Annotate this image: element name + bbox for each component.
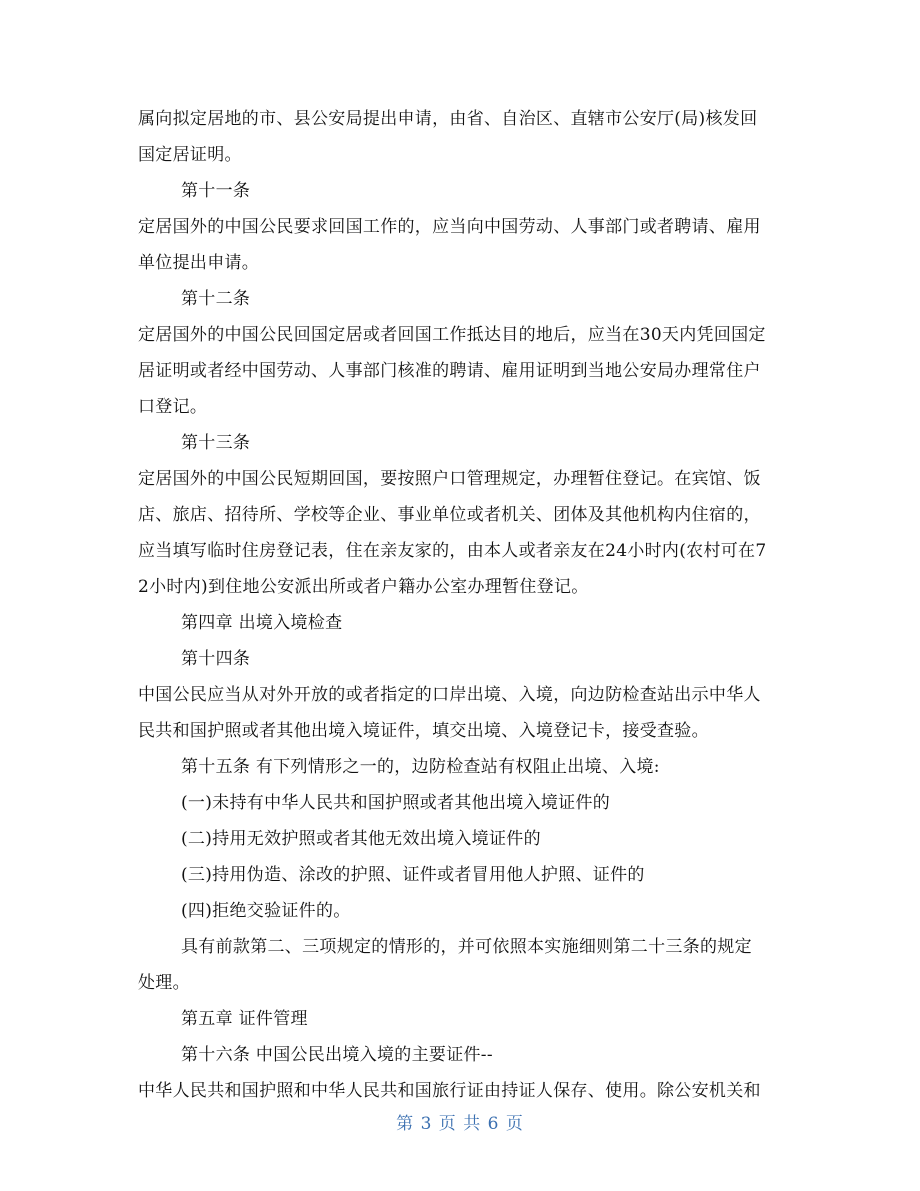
text-line: 口登记。	[138, 397, 208, 417]
text-line: 属向拟定居地的市、县公安局提出申请，由省、自治区、直辖市公安厅(局)核发回	[138, 109, 758, 129]
article-heading: 第十一条	[181, 181, 251, 201]
text-line: 应当填写临时住房登记表，住在亲友家的，由本人或者亲友在24小时内(农村可在7	[138, 541, 767, 561]
text-line: 定居国外的中国公民要求回国工作的，应当向中国劳动、人事部门或者聘请、雇用	[138, 217, 761, 237]
text-line: 国定居证明。	[138, 145, 242, 165]
text-line: 具有前款第二、三项规定的情形的，并可依照本实施细则第二十三条的规定	[181, 937, 752, 957]
text-line: 中华人民共和国护照和中华人民共和国旅行证由持证人保存、使用。除公安机关和	[138, 1081, 761, 1101]
list-item: (四)拒绝交验证件的。	[181, 901, 351, 921]
text-line: 单位提出申请。	[138, 253, 260, 273]
article-heading: 第十二条	[181, 289, 251, 309]
text-line: 2小时内)到住地公安派出所或者户籍办公室办理暂住登记。	[138, 577, 589, 597]
text-line: 民共和国护照或者其他出境入境证件，填交出境、入境登记卡，接受查验。	[138, 721, 709, 741]
text-line: 定居国外的中国公民短期回国，要按照户口管理规定，办理暂住登记。在宾馆、饭	[138, 469, 761, 489]
text-line: 定居国外的中国公民回国定居或者回国工作抵达目的地后，应当在30天内凭回国定	[138, 325, 766, 345]
text-line: 店、旅店、招待所、学校等企业、事业单位或者机关、团体及其他机构内住宿的，	[138, 505, 761, 525]
list-item: (三)持用伪造、涂改的护照、证件或者冒用他人护照、证件的	[181, 865, 645, 885]
text-line: 中国公民应当从对外开放的或者指定的口岸出境、入境，向边防检查站出示中华人	[138, 685, 761, 705]
article-heading: 第十四条	[181, 649, 251, 669]
article-heading: 第十三条	[181, 433, 251, 453]
chapter-heading: 第五章 证件管理	[181, 1009, 308, 1029]
list-item: (一)未持有中华人民共和国护照或者其他出境入境证件的	[181, 793, 611, 813]
text-line: 处理。	[138, 973, 190, 993]
page-number: 第 3 页 共 6 页	[396, 1114, 524, 1134]
text-line: 居证明或者经中国劳动、人事部门核准的聘请、雇用证明到当地公安局办理常住户	[138, 361, 761, 381]
chapter-heading: 第四章 出境入境检查	[181, 613, 343, 633]
article-heading: 第十五条 有下列情形之一的，边防检查站有权阻止出境、入境:	[181, 757, 660, 777]
article-heading: 第十六条 中国公民出境入境的主要证件--	[181, 1045, 493, 1065]
list-item: (二)持用无效护照或者其他无效出境入境证件的	[181, 829, 541, 849]
